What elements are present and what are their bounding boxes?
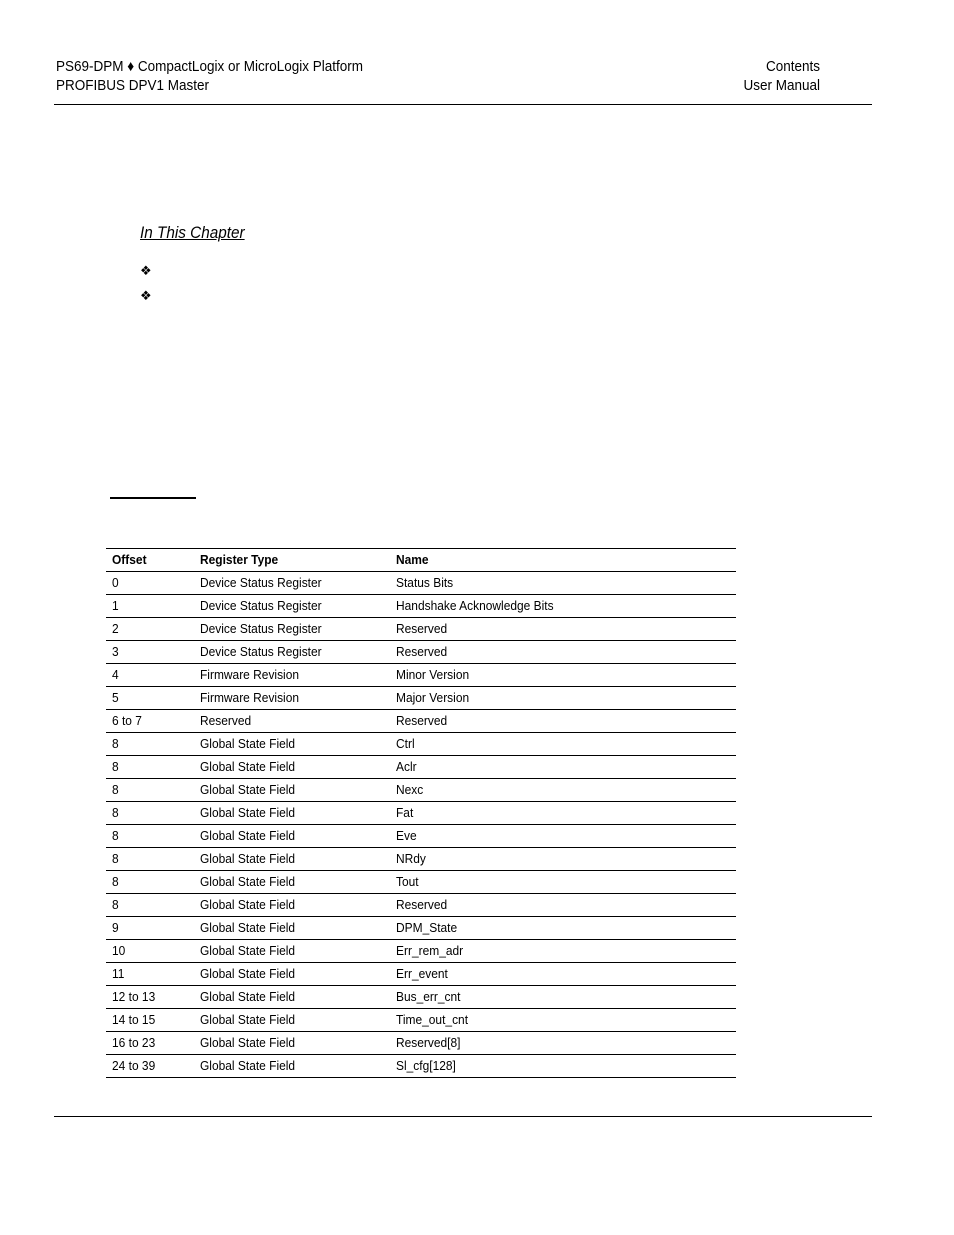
header-doc-type: User Manual [743,77,820,94]
register-type-cell: Global State Field [194,963,390,986]
table-row [106,664,736,687]
table-row [106,641,736,664]
offset-cell: 8 [106,756,194,779]
name-cell: Status Bits [390,572,736,595]
name-cell: Reserved [390,618,736,641]
bullet-icon: ❖ [140,288,152,303]
header-rule [54,104,872,105]
register-type-cell: Global State Field [194,825,390,848]
name-cell: Handshake Acknowledge Bits [390,595,736,618]
table-row [106,871,736,894]
table-row [106,1009,736,1032]
table-row [106,917,736,940]
register-type-cell: Global State Field [194,986,390,1009]
register-type-cell: Global State Field [194,894,390,917]
offset-cell: 10 [106,940,194,963]
register-type-cell: Global State Field [194,1055,390,1078]
table-row [106,687,736,710]
offset-cell: 6 to 7 [106,710,194,733]
register-type-cell: Global State Field [194,779,390,802]
offset-cell: 9 [106,917,194,940]
name-cell: Time_out_cnt [390,1009,736,1032]
offset-cell: 8 [106,871,194,894]
table-row [106,894,736,917]
register-type-cell: Device Status Register [194,641,390,664]
table-row [106,572,736,595]
table-row [106,1032,736,1055]
name-cell: Ctrl [390,733,736,756]
register-type-cell: Firmware Revision [194,687,390,710]
table-row [106,618,736,641]
register-table [106,548,736,1078]
bullet-icon: ❖ [140,263,152,278]
offset-cell: 8 [106,802,194,825]
column-header-offset: Offset [106,549,194,572]
name-cell: Sl_cfg[128] [390,1055,736,1078]
register-type-cell: Global State Field [194,733,390,756]
register-type-cell: Global State Field [194,848,390,871]
name-cell: Err_event [390,963,736,986]
name-cell: DPM_State [390,917,736,940]
name-cell: Reserved[8] [390,1032,736,1055]
offset-cell: 8 [106,825,194,848]
register-type-cell: Device Status Register [194,572,390,595]
header-product-subtitle: PROFIBUS DPV1 Master [56,77,210,94]
offset-cell: 8 [106,848,194,871]
offset-cell: 4 [106,664,194,687]
column-header-name: Name [390,549,736,572]
table-row [106,825,736,848]
offset-cell: 2 [106,618,194,641]
chapter-heading: In This Chapter [140,223,245,242]
table-row [106,595,736,618]
name-cell: Reserved [390,710,736,733]
table-row [106,733,736,756]
table-header-row [106,549,736,572]
table-row [106,848,736,871]
header-product-title: PS69-DPM ♦ CompactLogix or MicroLogix Platform [56,58,363,75]
header-section-name: Contents [765,58,820,75]
name-cell: Major Version [390,687,736,710]
offset-cell: 14 to 15 [106,1009,194,1032]
column-header-register-type: Register Type [194,549,390,572]
footer-rule [54,1116,872,1117]
offset-cell: 12 to 13 [106,986,194,1009]
offset-cell: 11 [106,963,194,986]
register-type-cell: Global State Field [194,871,390,894]
table-row [106,802,736,825]
offset-cell: 1 [106,595,194,618]
offset-cell: 0 [106,572,194,595]
offset-cell: 8 [106,894,194,917]
name-cell: NRdy [390,848,736,871]
offset-cell: 8 [106,733,194,756]
register-type-cell: Firmware Revision [194,664,390,687]
name-cell: Eve [390,825,736,848]
offset-cell: 8 [106,779,194,802]
name-cell: Bus_err_cnt [390,986,736,1009]
table-row [106,779,736,802]
register-type-cell: Global State Field [194,802,390,825]
register-type-cell: Device Status Register [194,618,390,641]
offset-cell: 24 to 39 [106,1055,194,1078]
table-row [106,710,736,733]
offset-cell: 5 [106,687,194,710]
section-rule [110,497,196,499]
table-row [106,986,736,1009]
header-left [56,57,363,95]
register-type-cell: Reserved [194,710,390,733]
register-type-cell: Global State Field [194,1009,390,1032]
register-type-cell: Global State Field [194,940,390,963]
name-cell: Minor Version [390,664,736,687]
table-row [106,963,736,986]
register-type-cell: Global State Field [194,917,390,940]
table-row [106,940,736,963]
name-cell: Reserved [390,641,736,664]
table-body [106,572,736,1078]
offset-cell: 16 to 23 [106,1032,194,1055]
name-cell: Tout [390,871,736,894]
register-type-cell: Global State Field [194,1032,390,1055]
name-cell: Nexc [390,779,736,802]
register-type-cell: Device Status Register [194,595,390,618]
table-row [106,1055,736,1078]
name-cell: Err_rem_adr [390,940,736,963]
table-row [106,756,736,779]
name-cell: Reserved [390,894,736,917]
name-cell: Aclr [390,756,736,779]
name-cell: Fat [390,802,736,825]
register-type-cell: Global State Field [194,756,390,779]
header-right [743,57,820,95]
offset-cell: 3 [106,641,194,664]
